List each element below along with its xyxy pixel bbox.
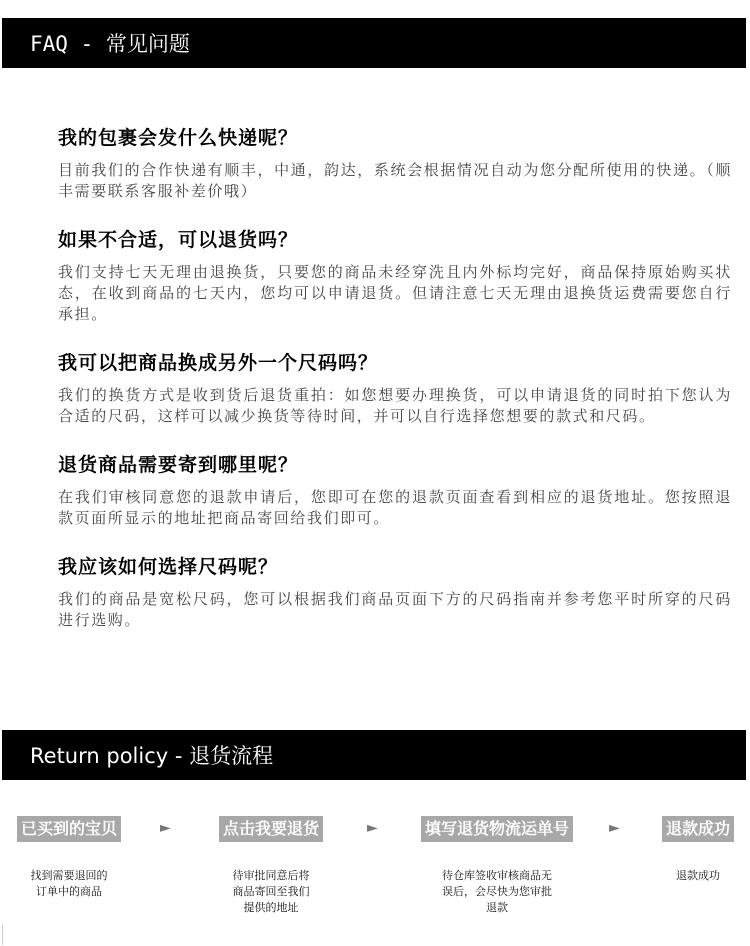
faq-question: 如果不合适，可以退货吗？ <box>58 229 299 251</box>
faq-answer: 我们的换货方式是收到货后退货重拍：如您想要办理换货，可以申请退货的同时拍下您认为合适的尺码，这样可以减少换货等待时间，并可以自行选择您想要的款式和尺码。 <box>58 386 732 425</box>
divider <box>2 925 3 945</box>
step-description: 退款成功 <box>676 869 720 882</box>
step-description: 待仓库签收审核商品无 误后，会尽快为您审批 退款 <box>442 869 552 914</box>
return-policy-title: Return policy - 退货流程 <box>30 744 274 768</box>
faq-header-bar <box>2 18 746 68</box>
step-description: 待审批同意后将 商品寄回至我们 提供的地址 <box>232 869 310 914</box>
faq-question: 我的包裹会发什么快递呢？ <box>58 127 299 149</box>
return-steps <box>0 816 750 936</box>
faq-header-title: FAQ - 常见问题 <box>30 32 190 56</box>
faq-question: 我应该如何选择尺码呢？ <box>58 556 279 578</box>
faq-item <box>58 349 732 427</box>
arrow-right-icon: ► <box>367 820 378 836</box>
faq-item <box>58 553 732 631</box>
arrow-right-icon: ► <box>160 820 171 836</box>
faq-question: 我可以把商品换成另外一个尺码吗？ <box>58 352 379 374</box>
faq-question: 退货商品需要寄到哪里呢？ <box>58 454 299 476</box>
faq-answer: 目前我们的合作快递有顺丰，中通，韵达，系统会根据情况自动为您分配所使用的快递。（顺丰需要联系客服补差价哦） <box>58 161 732 200</box>
step-label: 退款成功 <box>662 816 734 842</box>
faq-list <box>58 124 732 655</box>
arrow-right-icon: ► <box>609 820 620 836</box>
faq-item <box>58 226 732 325</box>
step-description: 找到需要退回的 订单中的商品 <box>30 869 108 898</box>
faq-item <box>58 451 732 529</box>
faq-answer: 我们支持七天无理由退换货，只要您的商品未经穿洗且内外标均完好，商品保持原始购买状态，在收到商品的七天内，您均可以申请退货。但请注意七天无理由退换货运费需要您自行承担。 <box>58 263 732 323</box>
faq-answer: 在我们审核同意您的退款申请后，您即可在您的退款页面查看到相应的退货地址。您按照退款页面所显示的地址把商品寄回给我们即可。 <box>58 488 732 527</box>
step-label: 已买到的宝贝 <box>17 816 121 842</box>
return-step-4 <box>650 816 746 884</box>
faq-answer: 我们的商品是宽松尺码，您可以根据我们商品页面下方的尺码指南并参考您平时所穿的尺码进行选购。 <box>58 590 732 629</box>
return-step-3 <box>404 816 590 916</box>
return-step-2 <box>198 816 344 916</box>
return-step-1 <box>10 816 128 900</box>
faq-item <box>58 124 732 202</box>
step-label: 点击我要退货 <box>219 816 323 842</box>
return-policy-header-bar <box>2 730 746 780</box>
step-label: 填写退货物流运单号 <box>421 816 573 842</box>
